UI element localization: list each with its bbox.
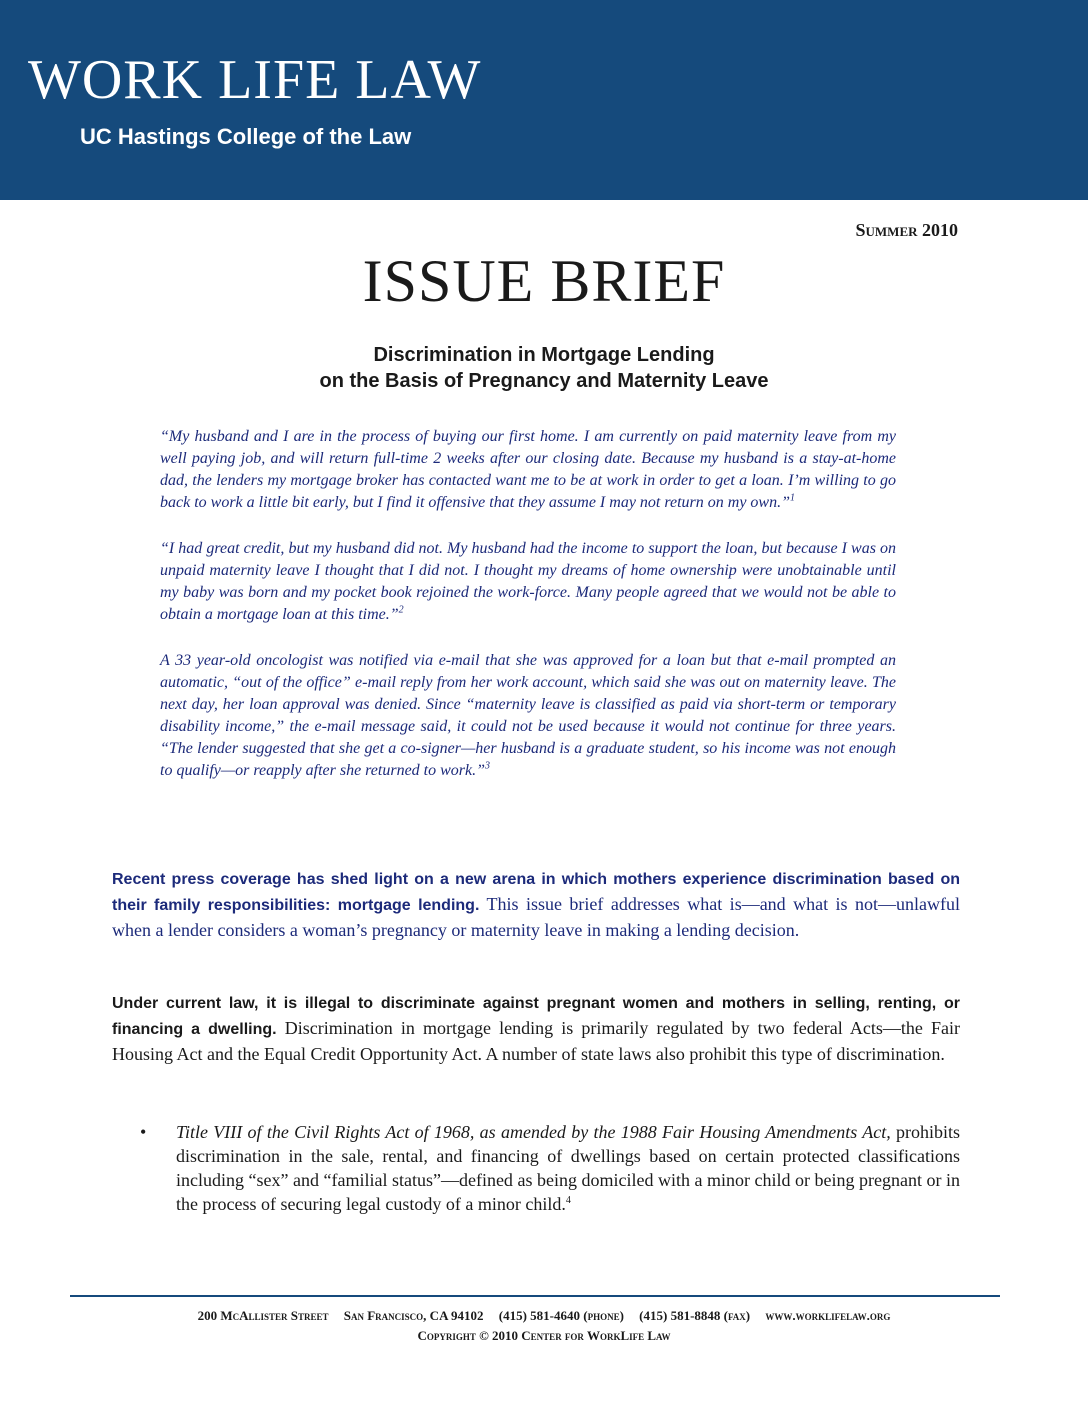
bullet-text [176,1120,960,1216]
footnote-ref[interactable]: 4 [565,1195,571,1206]
footer-divider [70,1295,1000,1297]
current-law-paragraph [112,990,960,1066]
footer-website-link[interactable]: www.worklifelaw.org [765,1308,891,1323]
issue-season: Summer 2010 [855,220,958,240]
headline [0,342,1088,394]
statute-name: Title VIII of the Civil Rights Act of 1968, as amended by the 1988 Fair Housing Amendments Act, [176,1122,891,1142]
paragraph-body: This issue brief addresses what is—and what is not—unlawful when a lender considers a woman’s pregnancy or maternity leave in making a lending decision. [112,894,960,940]
footer-phone: (415) 581-4640 (phone) [498,1308,624,1323]
quote-2 [160,538,896,626]
footnote-ref[interactable]: 1 [790,492,795,504]
footer-contact [0,1308,1088,1324]
footnote-ref[interactable]: 2 [398,604,404,616]
institution-name: UC Hastings College of the Law [80,124,412,149]
footer-fax: (415) 581-8848 (fax) [639,1308,751,1323]
quote-text: “My husband and I are in the process of buying our first home. I am currently on paid maternity leave from my well paying job, and will return full-time 2 weeks after our closing date. Because my husband is a stay-at-home dad, the lenders my mortgage broker has contacted want me to be at work in order to get a loan. I’m willing to go back to work a little bit early, but I find it offensive that they assume I may not return on my own.” [160,428,896,511]
quote-text: A 33 year-old oncologist was notified via e-mail that she was approved for a loan but that e-mail prompted an automatic, “out of the office” e-mail reply from her work account, which said she was out on maternity leave. The next day, her loan approval was denied. Since “maternity leave is classified as paid via short-term or temporary disability income,” the e-mail message said, it could not be used because it would not continue for three years. “The lender suggested that she get a co-signer—her husband is a graduate student, so his income was not enough to qualify—or reapply after she returned to work.” [160,652,896,779]
footer-city: San Francisco, CA 94102 [343,1308,484,1323]
paragraph-lead: Recent press coverage has shed light on a new arena in which mothers experience discrimination based on their family responsibilities: mortgage lending. [112,871,960,914]
bullet-icon: • [140,1122,147,1142]
paragraph-body: Discrimination in mortgage lending is primarily regulated by two federal Acts—the Fair Housing Act and the Equal Credit Opportunity Act. A number of state laws also prohibit this type of discrimination. [112,1018,961,1064]
bullet-body: prohibits discrimination in the sale, rental, and financing of dwellings based on certain protected classifications including “sex” and “familial status”—defined as being domiciled with a minor child or being pregnant or in the process of securing legal custody of a minor child. [176,1122,960,1214]
org-logo-text: WORK LIFE LAW [28,49,482,111]
footer-address: 200 McAllister Street [197,1308,329,1323]
footer-copyright: Copyright © 2010 Center for WorkLife Law [417,1328,671,1343]
headline-line-1: Discrimination in Mortgage Lending [373,344,715,366]
testimonial-quotes [160,426,896,806]
quote-text: “I had great credit, but my husband did not. My husband had the income to support the loan, but because I was on unpaid maternity leave I thought that I did not. I thought my dreams of home ownership were unobtainable until my baby was born and my pocket book rejoined the work-force. Many people agreed that we would not be able to obtain a mortgage loan at this time.” [160,540,896,623]
list-item [140,1120,960,1216]
press-coverage-paragraph [112,866,960,942]
footnote-ref[interactable]: 3 [485,760,491,772]
quote-3 [160,650,896,782]
document-type-title: ISSUE BRIEF [362,248,726,314]
headline-line-2: on the Basis of Pregnancy and Maternity Leave [319,370,769,392]
paragraph-lead: Under current law, it is illegal to discriminate against pregnant women and mothers in selling, renting, or financing a dwelling. [112,995,960,1038]
quote-1 [160,426,896,514]
masthead-banner [0,0,1088,200]
